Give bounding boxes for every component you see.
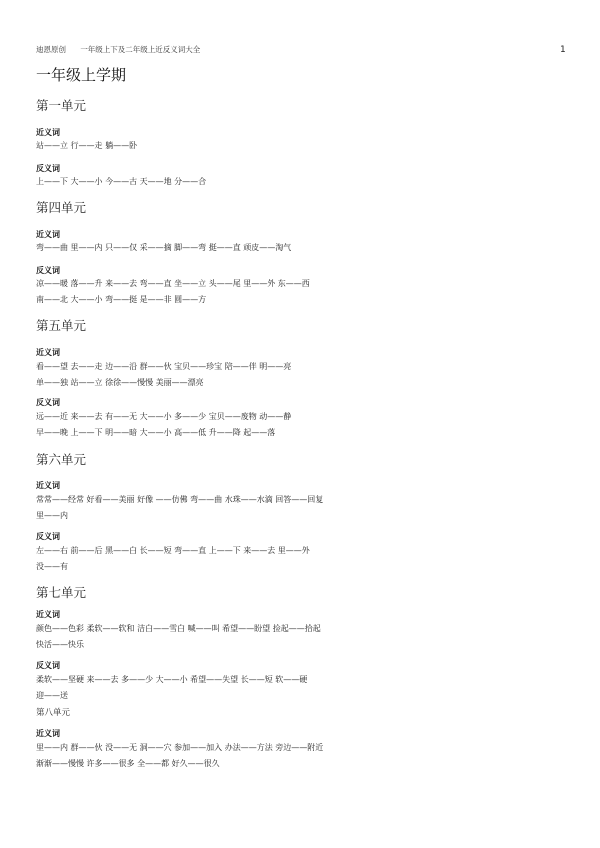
unit-heading: 第八单元: [36, 708, 71, 718]
header-doc-title: 一年级上下及二年级上近反义词大全: [80, 45, 201, 54]
antonym-line: 远——近 来——去 有——无 大——小 多——少 宝贝——废物 动——静: [36, 412, 292, 421]
header-source: 迪恩原创: [36, 45, 66, 54]
synonym-line: 快活——快乐: [36, 640, 84, 649]
antonym-line: 南——北 大——小 弯——挺 是——非 圆——方: [36, 295, 207, 304]
page-title: 一年级上学期: [36, 66, 127, 84]
antonym-label: 反义词: [36, 398, 60, 407]
page-header: [36, 44, 200, 55]
synonym-line: 里——内 群——伙 没——无 洞——穴 参加——加入 办法——方法 旁边——附近: [36, 743, 324, 752]
synonym-label: 近义词: [36, 348, 60, 357]
antonym-line: 迎——送: [36, 691, 68, 700]
synonym-line: 常常——经常 好看——美丽 好像 ——仿佛 弯——曲 水珠——水滴 回答——回复: [36, 495, 324, 504]
antonym-line: 早——晚 上——下 明——暗 大——小 高——低 升——降 起——落: [36, 428, 276, 437]
antonym-line: 柔软——坚硬 来——去 多——少 大——小 希望——失望 长——短 软——硬: [36, 675, 308, 684]
synonym-label: 近义词: [36, 610, 60, 619]
synonym-line: 看——望 去——走 边——沿 群——伙 宝贝——珍宝 陪——伴 明——亮: [36, 362, 292, 371]
synonym-label: 近义词: [36, 481, 60, 490]
antonym-label: 反义词: [36, 266, 60, 275]
synonym-line: 单——独 站——立 徐徐——慢慢 美丽——漂亮: [36, 378, 204, 387]
synonym-label: 近义词: [36, 230, 60, 239]
antonym-line: 上——下 大——小 今——古 天——地 分——合: [36, 177, 207, 186]
antonym-label: 反义词: [36, 532, 60, 541]
synonym-label: 近义词: [36, 128, 60, 137]
unit-heading: 第七单元: [36, 585, 87, 600]
page-number: 1: [560, 45, 566, 55]
synonym-line: 里——内: [36, 511, 68, 520]
synonym-line: 站——立 行——走 躺——卧: [36, 141, 138, 150]
synonym-label: 近义词: [36, 729, 60, 738]
unit-heading: 第六单元: [36, 452, 87, 467]
synonym-line: 弯——曲 里——内 只——仅 采——摘 脚——弯 挺——直 顽皮——淘气: [36, 243, 292, 252]
antonym-label: 反义词: [36, 661, 60, 670]
unit-heading: 第四单元: [36, 200, 87, 215]
antonym-line: 没——有: [36, 562, 68, 571]
antonym-label: 反义词: [36, 164, 60, 173]
synonym-line: 渐渐——慢慢 许多——很多 全——都 好久——很久: [36, 759, 220, 768]
unit-heading: 第一单元: [36, 98, 87, 113]
antonym-line: 凉——暖 落——升 来——去 弯——直 坐——立 头——尾 里——外 东——西: [36, 279, 310, 288]
synonym-line: 颜色——色彩 柔软——软和 洁白——雪白 喊——叫 希望——盼望 捡起——拾起: [36, 624, 321, 633]
unit-heading: 第五单元: [36, 318, 87, 333]
antonym-line: 左——右 前——后 黑——白 长——短 弯——直 上——下 来——去 里——外: [36, 546, 310, 555]
